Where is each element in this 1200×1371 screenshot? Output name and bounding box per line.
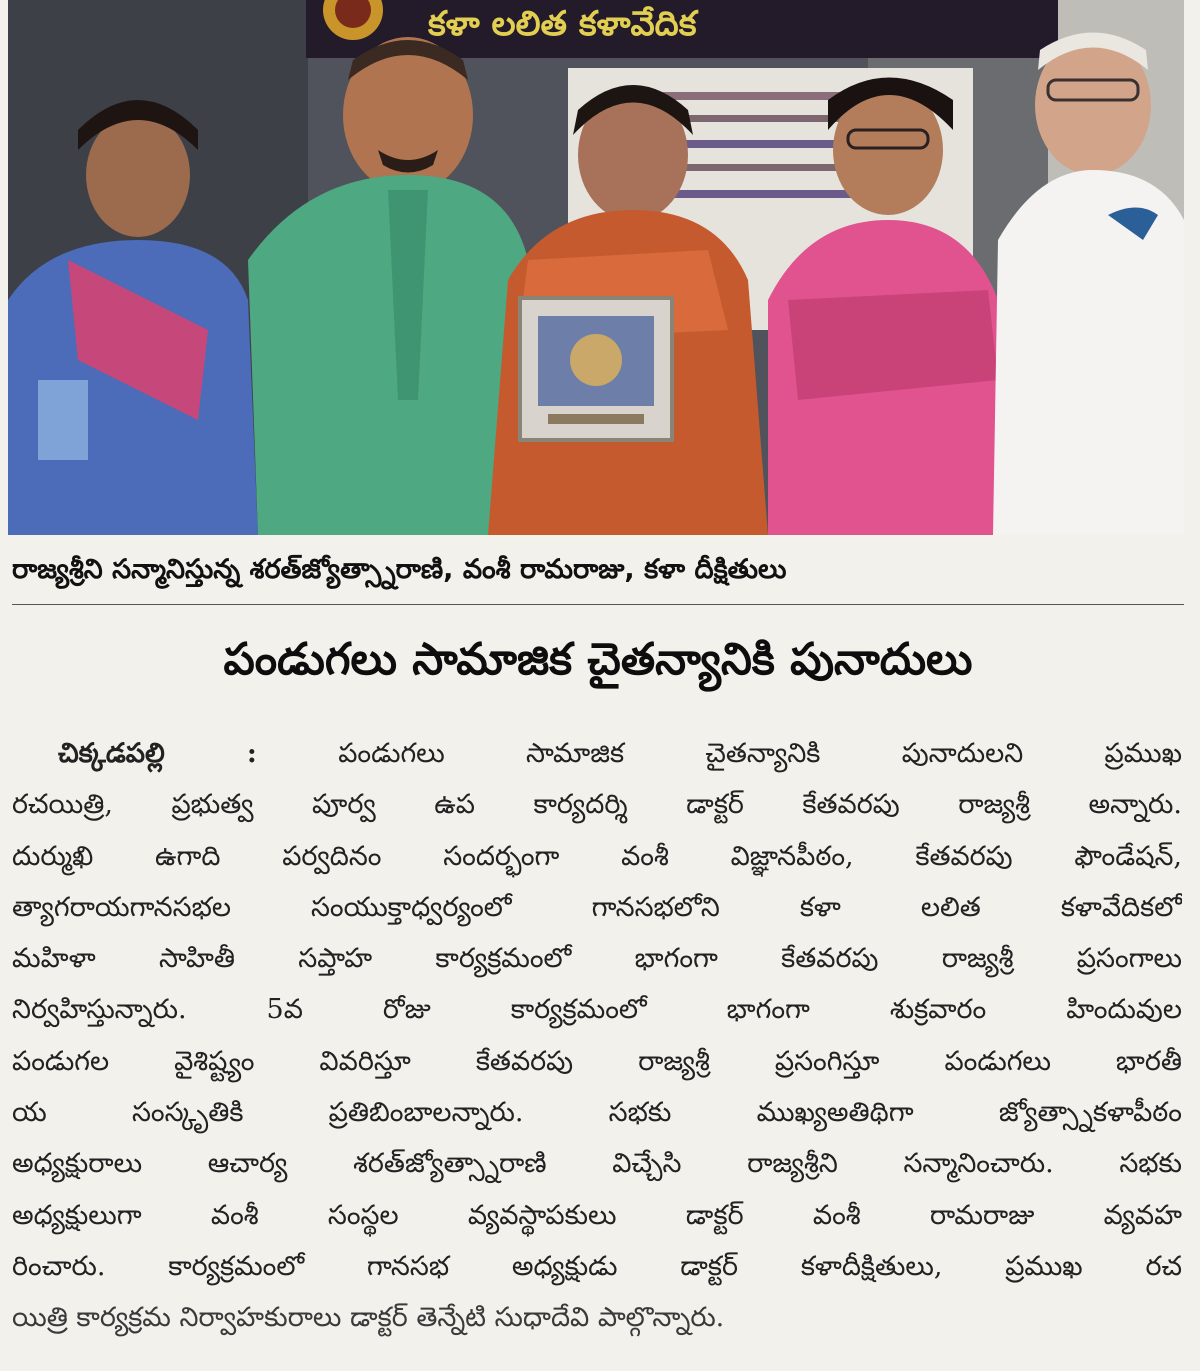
caption-divider [12,604,1184,605]
article-dateline: చిక్కడపల్లి : [58,738,257,769]
article-line-12: యిత్రి కార్యక్రమ నిర్వాహకురాలు డాక్టర్ తెన్నేటి సుధాదేవి పాల్గొన్నారు. [12,1302,725,1334]
event-photo-illustration [8,0,1184,535]
article-line-8: య సంస్కృతికి ప్రతిబింబాలన్నారు. సభకు ముఖ్యఅతిథిగా జ్యోత్స్నాకళాపీఠం [12,1097,1182,1129]
article-line-3: దుర్ముఖి ఉగాది పర్వదినం సందర్భంగా వంశీ విజ్ఞానపీఠం, కేతవరపు ఫౌండేషన్, [12,840,1182,872]
article-headline: పండుగలు సామాజిక చైతన్యానికి పునాదులు [223,634,973,685]
article-line-6: నిర్వహిస్తున్నారు. 5వ రోజు కార్యక్రమంలో భాగంగా శుక్రవారం హిందువుల [12,994,1182,1026]
article-body [12,728,1182,1344]
article-line-1: చిక్కడపల్లి : పండుగలు సామాజిక చైతన్యానికి పునాదులని ప్రముఖ [58,738,1182,769]
article-line-11: రించారు. కార్యక్రమంలో గానసభ అధ్యక్షుడు డాక్టర్ కళాదీక్షితులు, ప్రముఖ రచ [12,1250,1182,1282]
article-line-9: అధ్యక్షురాలు ఆచార్య శరత్‌జ్యోత్స్నారాణి విచ్చేసి రాజ్యశ్రీని సన్మానించారు. సభకు [12,1148,1182,1180]
banner-text: కళా లలిత కళావేదిక [428,4,697,44]
event-photo [8,0,1184,535]
article-line-10: అధ్యక్షులుగా వంశీ సంస్థల వ్యవస్థాపకులు డాక్టర్ వంశీ రామరాజు వ్యవహ [12,1199,1182,1231]
article-line-4: త్యాగరాయగానసభల సంయుక్తాధ్వర్యంలో గానసభలోని కళా లలిత కళావేదికలో [12,891,1182,923]
article-line-2: రచయిత్రి, ప్రభుత్వ పూర్వ ఉప కార్యదర్శి డాక్టర్ కేతవరపు రాజ్యశ్రీ అన్నారు. [12,789,1182,821]
article-line-5: మహిళా సాహితీ సప్తాహ కార్యక్రమంలో భాగంగా కేతవరపు రాజ్యశ్రీ ప్రసంగాలు [12,943,1182,975]
article-line-7: పండుగల వైశిష్ట్యం వివరిస్తూ కేతవరపు రాజ్యశ్రీ ప్రసంగిస్తూ పండుగలు భారతీ [12,1045,1182,1077]
photo-caption: రాజ్యశ్రీని సన్మానిస్తున్న శరత్‌జ్యోత్స్నారాణి, వంశీ రామరాజు, కళా దీక్షితులు [12,554,787,585]
